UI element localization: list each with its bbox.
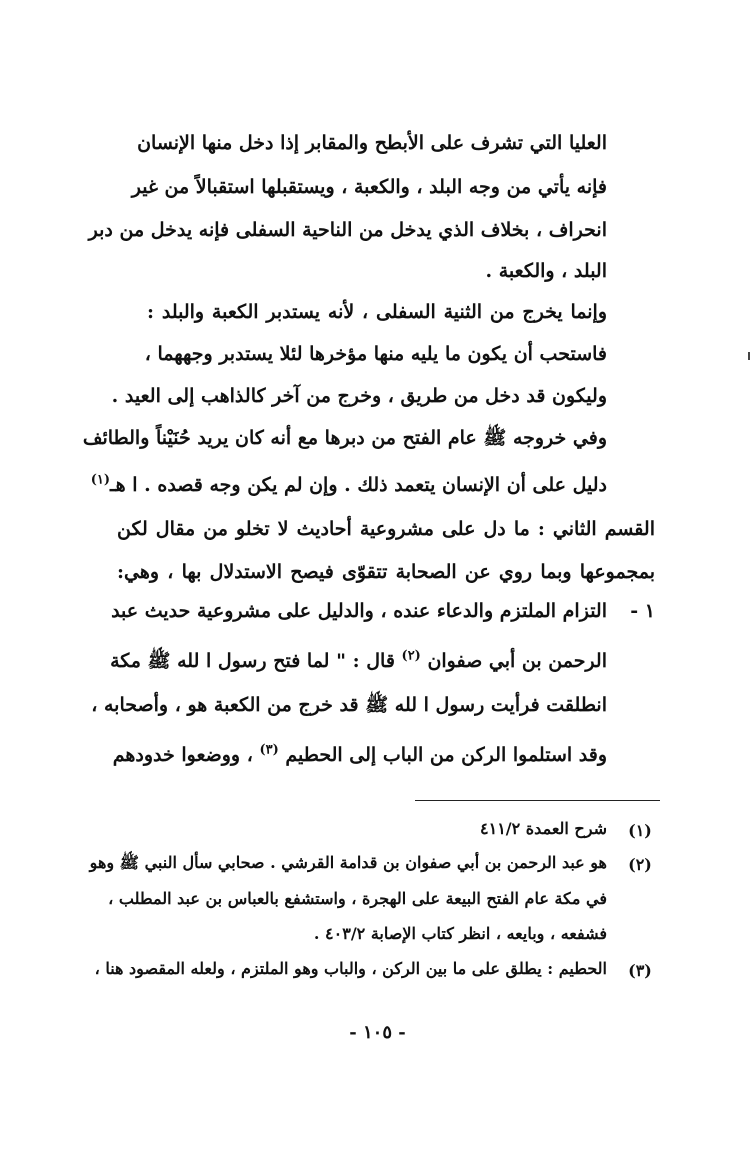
footnote-2-line-3: فشفعه ، وبايعه ، انظر كتاب الإصابة ٤٠٣/٢ .	[313, 924, 607, 943]
body-line-11: بمجموعها وبما روي عن الصحابة تتقوّى فيصح الاستدلال بها ، وهي:	[117, 561, 655, 583]
footnote-ref-1: (١)	[90, 472, 111, 488]
list-item-number: ١ -	[630, 600, 655, 622]
body-line-1: العليا التي تشرف على الأبطح والمقابر إذا دخل منها الإنسان	[137, 132, 607, 154]
list-item-line-2-end: قال : " لما فتح رسول ا لله ﷺ مكة	[110, 650, 395, 672]
body-line-5: وإنما يخرج من الثنية السفلى ، لأنه يستدبر الكعبة والبلد :	[147, 301, 607, 323]
body-line-9	[90, 470, 607, 500]
list-item-line-1: التزام الملتزم والدعاء عنده ، والدليل على مشروعية حديث عبد	[111, 600, 607, 622]
footnote-number-3: (٣)	[628, 961, 652, 980]
footnote-3-line-1: الحطيم : يطلق على ما بين الركن ، والباب وهو الملتزم ، ولعله المقصود هنا ،	[94, 959, 607, 978]
footnote-2-line-2: في مكة عام الفتح البيعة على الهجرة ، واستشفع بالعباس بن عبد المطلب ،	[108, 889, 607, 908]
body-line-3: انحراف ، بخلاف الذي يدخل من الناحية السفلى فإنه يدخل من دبر	[88, 219, 607, 241]
footnote-2-line-1: هو عبد الرحمن بن أبي صفوان بن قدامة القرشي . صحابي سأل النبي ﷺ وهو	[89, 853, 607, 872]
footnote-number-2: (٢)	[628, 855, 652, 874]
list-item-line-4-end: ، ووضعوا خدودهم	[112, 744, 253, 766]
body-line-7: وليكون قد دخل من طريق ، وخرج من آخر كالذاهب إلى العيد .	[111, 385, 607, 407]
list-item-line-3: انطلقت فرأيت رسول ا لله ﷺ قد خرج من الكعبة هو ، وأصحابه ،	[91, 694, 607, 716]
body-line-8: وفي خروجه ﷺ عام الفتح من دبرها مع أنه كان يريد حُنَيْناً والطائف	[82, 427, 607, 449]
list-item-line-4-start: وقد استلموا الركن من الباب إلى الحطيم	[285, 744, 607, 766]
list-item-line-4	[112, 740, 607, 770]
body-line-4: البلد ، والكعبة .	[485, 260, 607, 282]
footnote-ref-2: (٢)	[401, 648, 421, 664]
footnote-ref-3: (٣)	[259, 742, 279, 758]
section-heading-line: القسم الثاني : ما دل على مشروعية أحاديث لا تخلو من مقال لكن	[117, 518, 655, 540]
body-line-2: فإنه يأتي من وجه البلد ، والكعبة ، ويستقبلها استقبالاً من غير	[131, 176, 607, 198]
list-item-line-2-start: الرحمن بن أبي صفوان	[427, 650, 607, 672]
list-item-line-2	[110, 646, 607, 676]
footnote-number-1: (١)	[628, 821, 652, 840]
body-line-9-text: دليل على أن الإنسان يتعمد ذلك . وإن لم يكن وجه قصده . ا هـ	[110, 474, 607, 496]
page-number: - ١٠٥ -	[349, 1022, 406, 1043]
body-line-6: فاستحب أن يكون ما يليه منها مؤخرها لئلا يستدبر وجههما ،	[144, 343, 607, 365]
footnote-separator	[415, 800, 660, 801]
footnote-1-line-1: شرح العمدة ٤١١/٢	[480, 819, 607, 838]
margin-mark	[748, 352, 750, 360]
